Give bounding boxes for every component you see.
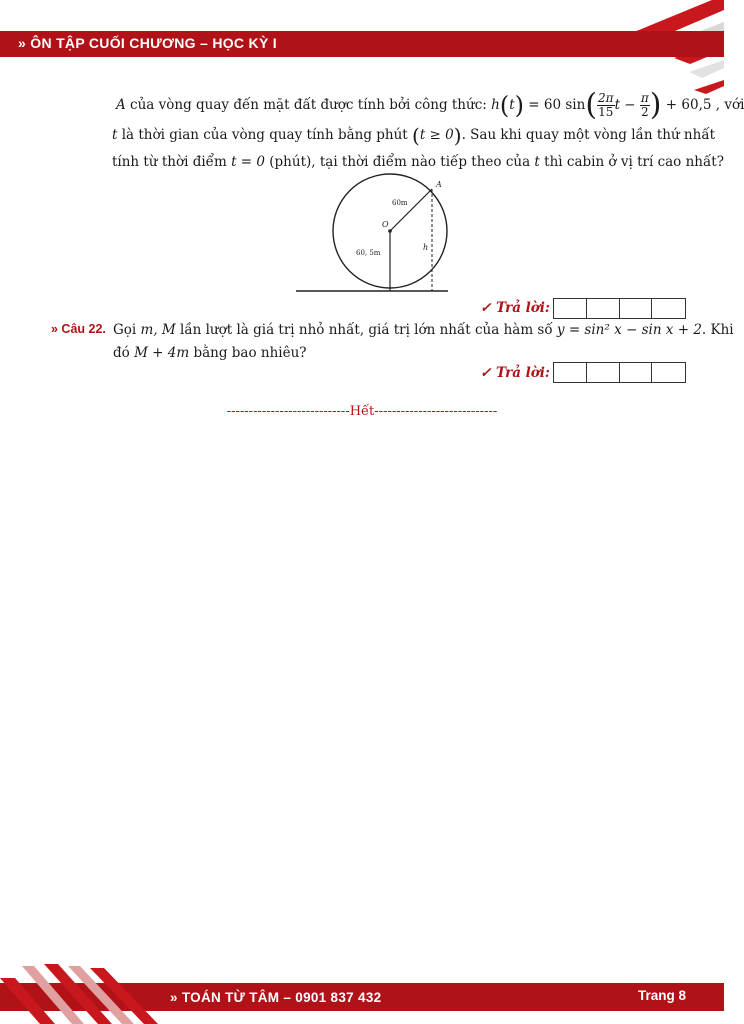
q21-line3-text2: (phút), tại thời điểm nào tiếp theo của — [264, 154, 535, 170]
radius-line — [390, 189, 432, 231]
footer-title: » TOÁN TỪ TÂM – 0901 837 432 — [170, 990, 382, 1005]
q22-line2-text: đó — [113, 345, 135, 361]
q22-expression: M + 4m — [134, 345, 190, 361]
ferris-wheel-figure — [296, 172, 448, 296]
q22-answer-cell[interactable] — [587, 363, 620, 382]
q22-line-2 — [113, 344, 307, 362]
q21-answer-cell[interactable] — [587, 299, 620, 318]
q21-line2-text: là thời gian của vòng quay tính bằng phút — [117, 127, 413, 143]
q22-answer-cell[interactable] — [652, 363, 685, 382]
q21-point-a: A — [116, 97, 126, 113]
figure-label-o: O — [382, 220, 389, 229]
q22-vars: m, M — [140, 322, 176, 338]
q21-var-t: t — [112, 127, 118, 143]
q22-line-1 — [113, 321, 734, 339]
q22-line2-tail: bằng bao nhiêu? — [189, 345, 307, 361]
q22-line1-text2: lần lượt là giá trị nhỏ nhất, giá trị lớn nhất của hàm số — [175, 322, 557, 338]
q21-fraction-1: $\frac{2\pi}{15}$ — [598, 91, 614, 119]
header-title: » ÔN TẬP CUỐI CHƯƠNG – HỌC KỲ I — [18, 35, 277, 51]
q21-line-1: A của vòng quay đến mặt đất được tính bởi công thức: h(t) = 60 sin( $\frac{2\pi}{15}$ t − $\frac{\pi}{2}$ ) + 60,5 , với — [116, 87, 744, 123]
q22-line1-text: Gọi — [113, 322, 141, 338]
q22-answer-cell[interactable] — [620, 363, 653, 382]
q21-answer-cell[interactable] — [652, 299, 685, 318]
q21-line1-text: của vòng quay đến mặt đất được tính bởi công thức: — [125, 97, 492, 113]
q21-line3-text: tính từ thời điểm — [112, 154, 232, 170]
q21-line2-tail: . Sau khi quay một vòng lần thứ nhất — [461, 127, 716, 143]
q22-function: y = sin² x − sin x + 2 — [556, 322, 702, 338]
figure-label-radius: 60m — [392, 199, 408, 207]
q21-formula-tail: + 60,5 — [661, 97, 712, 113]
q21-answer-label: ✓ Trả lời: — [480, 300, 550, 316]
page-number: Trang 8 — [637, 988, 686, 1003]
q21-condition: t ≥ 0 — [419, 127, 454, 143]
q21-answer-cell[interactable] — [554, 299, 587, 318]
q22-answer-box[interactable] — [553, 362, 686, 383]
figure-label-a: A — [436, 180, 442, 189]
q21-formula-h: h — [491, 97, 500, 113]
figure-label-h: h — [423, 243, 429, 252]
end-marker: ----------------------------Hết---------------------------- — [226, 404, 498, 419]
q21-answer-box[interactable] — [553, 298, 686, 319]
q22-label: » Câu 22. — [51, 322, 106, 336]
q21-formula-t2: t — [614, 97, 620, 113]
figure-label-height: 60, 5m — [356, 249, 381, 257]
q21-t0: t = 0 — [231, 154, 265, 170]
q21-formula-t: t — [509, 97, 515, 113]
q21-line3-text3: thì cabin ở vị trí cao nhất? — [539, 154, 724, 170]
q22-answer-cell[interactable] — [554, 363, 587, 382]
q21-line-3 — [112, 153, 724, 171]
q22-answer-label: ✓ Trả lời: — [480, 365, 550, 381]
q21-formula-eq: = 60 sin — [524, 97, 586, 113]
q21-answer-cell[interactable] — [620, 299, 653, 318]
q21-fraction-2: $\frac{\pi}{2}$ — [640, 91, 649, 119]
q21-line1-suffix: , với — [711, 97, 744, 113]
q22-line1-tail: . Khi — [701, 322, 734, 338]
q21-line-2: t là thời gian của vòng quay tính bằng phút (t ≥ 0). Sau khi quay một vòng lần thứ nhất — [112, 123, 716, 148]
q21-var-t3: t — [534, 154, 540, 170]
